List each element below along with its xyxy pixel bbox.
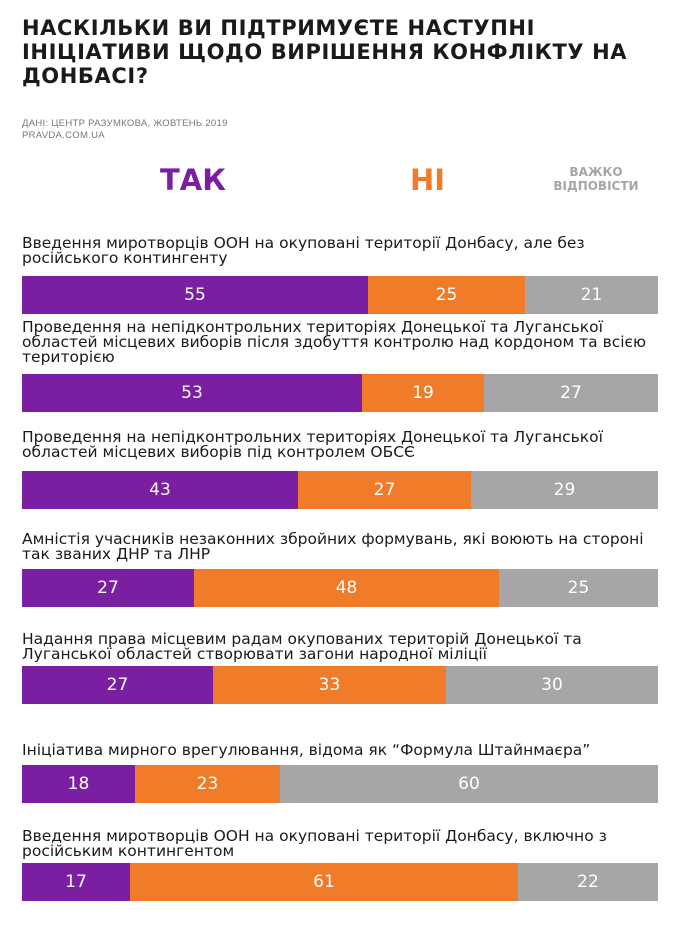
segment-hard-to-say: 29 (471, 471, 658, 509)
stacked-bar (22, 863, 658, 901)
segment-yes: 55 (22, 276, 368, 314)
segment-no: 23 (135, 765, 280, 803)
source-note (22, 118, 228, 142)
segment-hard-to-say: 30 (446, 666, 658, 704)
segment-hard-to-say: 27 (484, 374, 658, 412)
segment-no: 61 (130, 863, 518, 901)
question-label: Проведення на непідконтрольних територіях Донецької та Луганської областей місцевих виборів під контролем ОБСЄ (22, 428, 603, 461)
segment-hard-to-say: 21 (525, 276, 658, 314)
segment-yes: 17 (22, 863, 130, 901)
chart-title: НАСКІЛЬКИ ВИ ПІДТРИМУЄТЕ НАСТУПНІ ІНІЦІАТИВИ ЩОДО ВИРІШЕННЯ КОНФЛІКТУ НА ДОНБАСІ? (22, 16, 628, 88)
segment-yes: 18 (22, 765, 135, 803)
legend-hard-to-say: ВАЖКО ВІДПОВІСТИ (553, 165, 639, 193)
segment-yes: 53 (22, 374, 362, 412)
question-label: Надання права місцевим радам окупованих територій Донецької та Луганської областей створювати загони народної міліції (22, 630, 582, 663)
segment-hard-to-say: 25 (499, 569, 658, 607)
stacked-bar (22, 276, 658, 314)
question-label: Проведення на непідконтрольних територіях Донецької та Луганської областей місцевих виборів після здобуття контролю над кордоном та всією територією (22, 318, 647, 366)
segment-no: 19 (362, 374, 484, 412)
segment-hard-to-say: 60 (280, 765, 658, 803)
segment-no: 27 (298, 471, 471, 509)
question-label: Введення миротворців ООН на окуповані території Донбасу, але без російського контингенту (22, 234, 585, 267)
source-line: ДАНІ: ЦЕНТР РАЗУМКОВА, ЖОВТЕНЬ 2019 (22, 118, 228, 129)
question-label: Амністія учасників незаконних збройних формувань, які воюють на стороні так званих ДНР та ЛНР (22, 530, 644, 563)
segment-no: 48 (194, 569, 499, 607)
stacked-bar (22, 569, 658, 607)
segment-no: 25 (368, 276, 525, 314)
stacked-bar (22, 765, 658, 803)
segment-yes: 27 (22, 569, 194, 607)
stacked-bar (22, 666, 658, 704)
question-label: Введення миротворців ООН на окуповані території Донбасу, включно з російським контингентом (22, 827, 607, 860)
legend-yes: ТАК (160, 163, 226, 197)
stacked-bar (22, 471, 658, 509)
segment-hard-to-say: 22 (518, 863, 658, 901)
stacked-bar (22, 374, 658, 412)
site-line: PRAVDA.COM.UA (22, 130, 105, 141)
segment-yes: 43 (22, 471, 298, 509)
segment-no: 33 (213, 666, 446, 704)
segment-yes: 27 (22, 666, 213, 704)
legend-no: НІ (410, 163, 446, 197)
question-label: Ініціатива мирного врегулювання, відома як “Формула Штайнмаєра” (22, 741, 591, 759)
